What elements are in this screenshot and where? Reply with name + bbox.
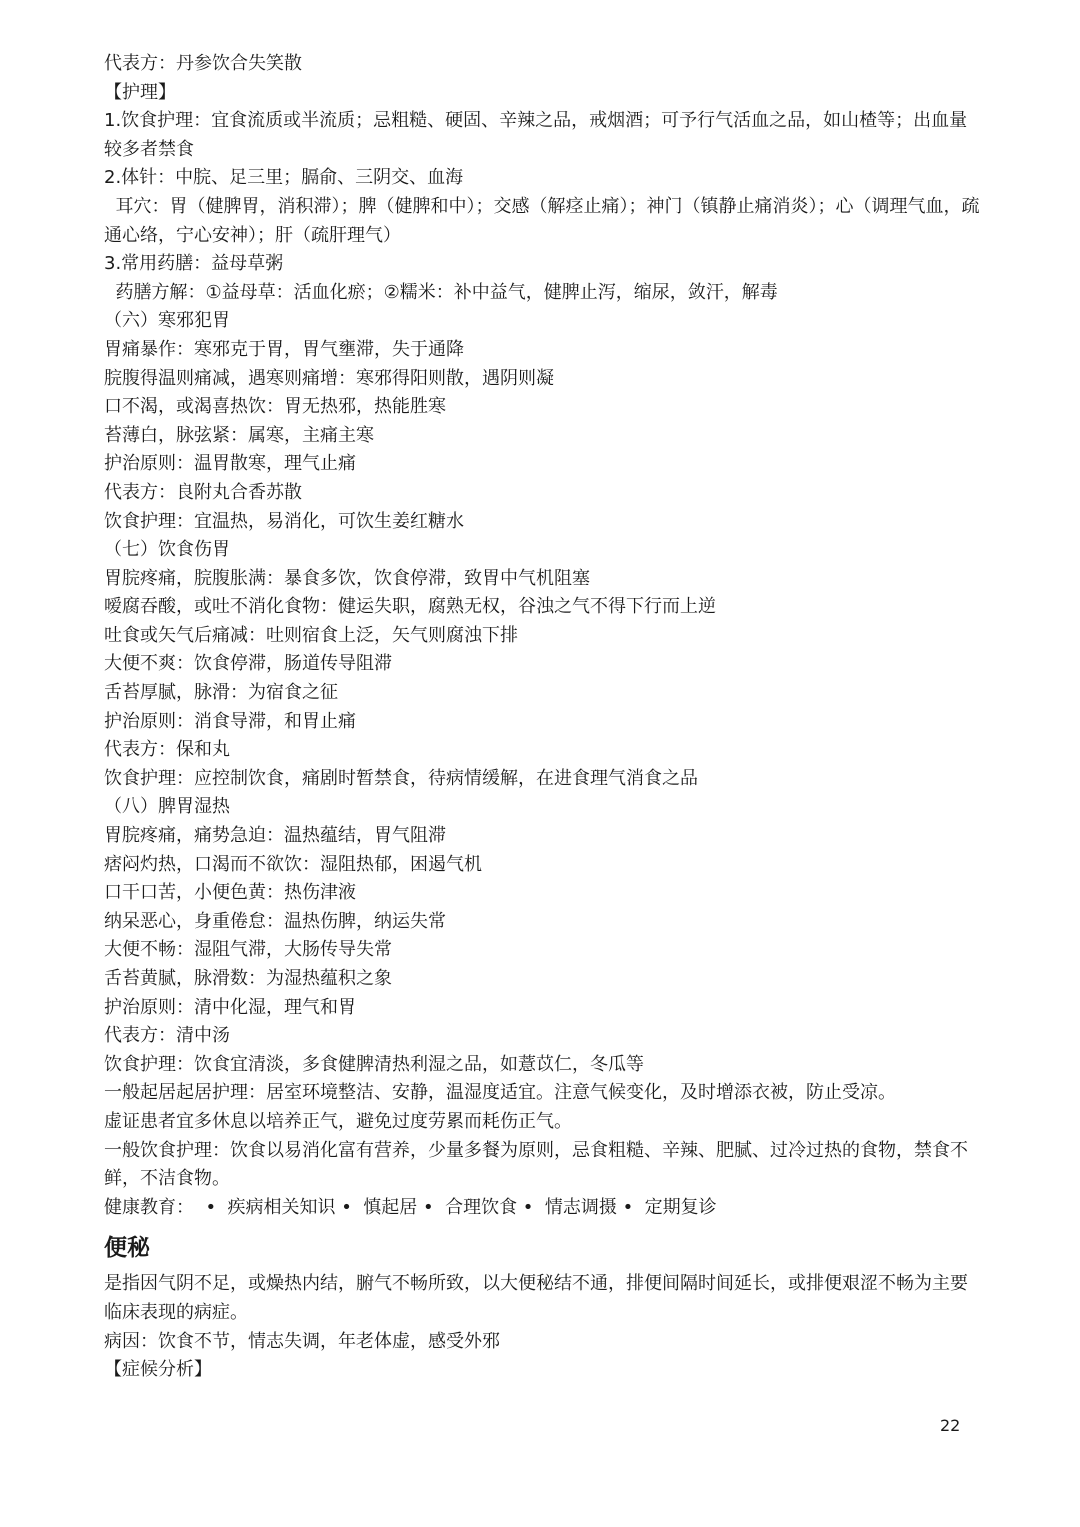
text-line: 大便不畅：湿阻气滞，大肠传导失常 — [104, 939, 392, 961]
text-line: 口不渴，或渴喜热饮：胃无热邪，热能胜寒 — [104, 396, 446, 418]
text-line: 舌苔黄腻，脉滑数：为湿热蕴积之象 — [104, 968, 392, 989]
text-line: 胃痛暴作：寒邪克于胃，胃气壅滞，失于通降 — [104, 338, 464, 360]
text-line: 纳呆恶心，身重倦怠：温热伤脾，纳运失常 — [104, 910, 446, 932]
text-line: 虚证患者宜多休息以培养正气，避免过度劳累而耗伤正气。 — [104, 1110, 572, 1132]
text-line: 代表方：丹参饮合失笑散 — [104, 53, 302, 74]
text-line: 饮食护理：饮食宜清淡，多食健脾清热利湿之品，如薏苡仁，冬瓜等 — [104, 1053, 644, 1075]
text-line: 胃脘疼痛，脘腹胀满：暴食多饮，饮食停滞，致胃中气机阻塞 — [104, 567, 590, 589]
section-constipation — [104, 1270, 984, 1384]
text-line: 胃脘疼痛，痛势急迫：温热蕴结，胃气阻滞 — [104, 825, 446, 847]
text-line: 【症候分析】 — [104, 1359, 212, 1381]
section-heading-constipation: 便秘 — [104, 1235, 150, 1262]
text-line: 痞闷灼热，口渴而不欲饮：湿阻热郁，困遏气机 — [104, 853, 482, 875]
text-line: 【护理】 — [104, 81, 176, 103]
document-body — [104, 50, 984, 1385]
text-line: 一般起居起居护理：居室环境整洁、安静，温湿度适宜。注意气候变化，及时增添衣被，防止受凉。 — [104, 1082, 896, 1104]
text-line: 脘腹得温则痛减，遇寒则痛增：寒邪得阳则散，遇阴则凝 — [104, 367, 554, 389]
subsection-heading: （六）寒邪犯胃 — [104, 310, 230, 332]
text-line: 1.饮食护理：宜食流质或半流质；忌粗糙、硬固、辛辣之品，戒烟酒；可予行气活血之品，如山楂等；出血量较多者禁食 — [104, 110, 968, 160]
text-line: 大便不爽：饮食停滞，肠道传导阻滞 — [104, 653, 392, 675]
text-line: 饮食护理：应控制饮食，痛剧时暂禁食，待病情缓解，在进食理气消食之品 — [104, 767, 698, 789]
text-line: 病因：饮食不节，情志失调，年老体虚，感受外邪 — [104, 1330, 500, 1352]
text-line: 一般饮食护理：饮食以易消化富有营养，少量多餐为原则，忌食粗糙、辛辣、肥腻、过冷过热的食物，禁食不鲜，不洁食物。 — [104, 1139, 968, 1190]
text-line: 苔薄白，脉弦紧：属寒，主痛主寒 — [104, 424, 374, 446]
text-line: 护治原则：清中化湿，理气和胃 — [104, 996, 356, 1018]
text-line: 3.常用药膳：益母草粥 — [104, 253, 284, 275]
text-line: 代表方：清中汤 — [104, 1025, 230, 1047]
text-line: 舌苔厚腻，脉滑：为宿食之征 — [104, 682, 338, 704]
text-line: 代表方：良附丸合香苏散 — [104, 481, 302, 503]
text-line: 吐食或矢气后痛减：吐则宿食上泛，矢气则腐浊下排 — [104, 624, 518, 646]
section-stomach-pain-continued — [104, 50, 984, 1222]
text-line: 药膳方解：①益母草：活血化瘀；②糯米：补中益气，健脾止泻，缩尿，敛汗，解毒 — [104, 281, 778, 303]
subsection-heading: （七）饮食伤胃 — [104, 539, 230, 561]
text-line: 护治原则：消食导滞，和胃止痛 — [104, 710, 356, 732]
text-line: 耳穴：胃（健脾胃，消积滞）；脾（健脾和中）；交感（解痉止痛）；神门（镇静止痛消炎）；心（调理气血，疏通心络，宁心安神）；肝（疏肝理气） — [104, 195, 980, 246]
page-number: 22 — [940, 1416, 961, 1435]
text-line: 护治原则：温胃散寒，理气止痛 — [104, 453, 356, 475]
text-line: 嗳腐吞酸，或吐不消化食物：健运失职，腐熟无权，谷浊之气不得下行而上逆 — [104, 596, 716, 618]
text-line: 代表方：保和丸 — [104, 739, 230, 761]
text-line: 饮食护理：宜温热，易消化，可饮生姜红糖水 — [104, 510, 464, 532]
text-line: 2.体针：中脘、足三里；膈俞、三阴交、血海 — [104, 167, 464, 189]
subsection-heading: （八）脾胃湿热 — [104, 796, 230, 818]
text-line: 是指因气阴不足，或燥热内结，腑气不畅所致，以大便秘结不通，排便间隔时间延长，或排便艰涩不畅为主要临床表现的病症。 — [104, 1273, 968, 1323]
text-line: 口干口苦，小便色黄：热伤津液 — [104, 882, 356, 904]
health-education-line: 健康教育： • 疾病相关知识 • 慎起居 • 合理饮食 • 情志调摄 • 定期复诊 — [104, 1196, 717, 1218]
